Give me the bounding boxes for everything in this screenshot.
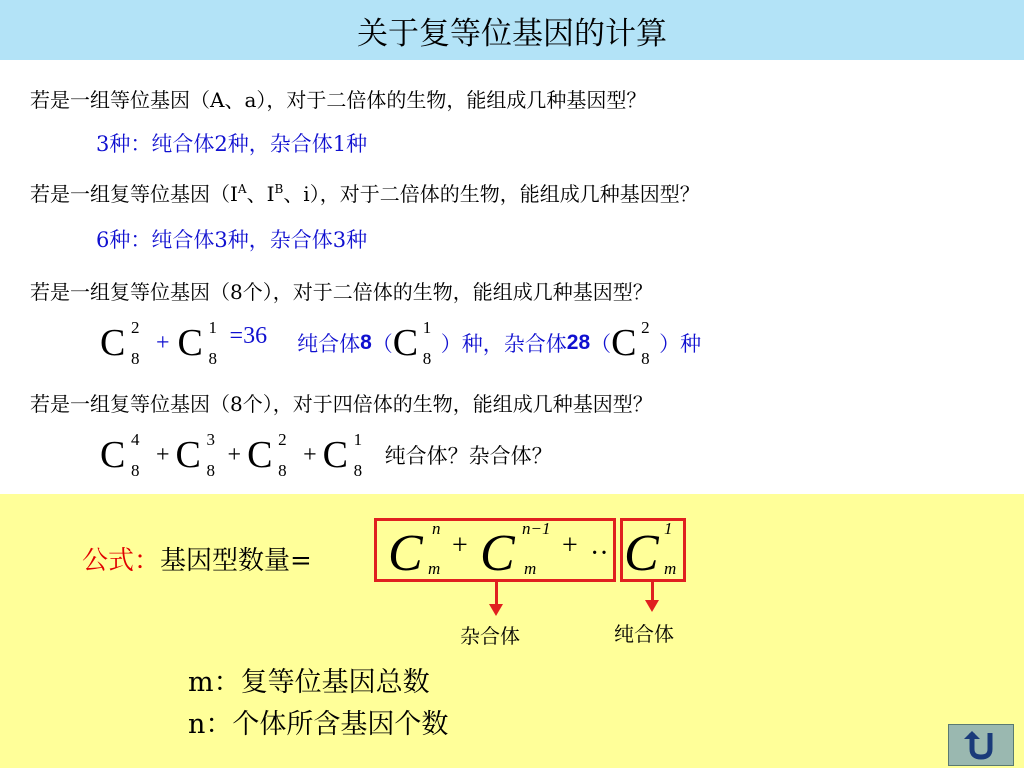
comb-8-4: C 4 8 — [100, 430, 140, 480]
q2-sup-b: B — [274, 182, 284, 196]
comb-8-2-hetero: C 2 8 — [611, 318, 650, 368]
comb-8-1: C 1 8 — [177, 318, 218, 368]
formula-c2: C — [480, 525, 515, 582]
answer-4: C 4 8 + C 3 8 + C 2 8 + C 1 8 纯合体？杂合体？ — [100, 430, 553, 480]
hetero-arrow-line — [495, 582, 498, 606]
q2-sup-a: A — [237, 182, 247, 196]
formula-c3: C — [624, 525, 659, 582]
homo-arrow-line — [651, 582, 654, 602]
slide-title-bar — [0, 0, 1024, 60]
question-1: 若是一组等位基因（A、a），对于二倍体的生物，能组成几种基因型？ — [30, 88, 647, 112]
equals-36: =36 — [229, 322, 268, 349]
hetero-label: 杂合体 — [460, 624, 520, 648]
q2-post: 、i），对于二倍体的生物，能组成几种基因型？ — [283, 182, 700, 206]
formula-label: 公式：基因型数量= — [82, 546, 312, 576]
def-n: n：个体所含基因个数 — [188, 709, 449, 740]
comb-8-2: C 2 8 — [100, 318, 140, 368]
homo-label: 纯合体 — [614, 622, 674, 646]
formula-c1: C — [388, 525, 423, 582]
slide-title: 关于复等位基因的计算 — [357, 15, 667, 52]
hetero-count: 28 — [566, 331, 591, 354]
homo-count: 8 — [360, 331, 372, 354]
comb-8-2-q4: C 2 8 — [247, 430, 287, 480]
question-4: 若是一组复等位基因（8个），对于四倍体的生物，能组成几种基因型？ — [30, 392, 653, 416]
answer-1: 3种：纯合体2种，杂合体1种 — [96, 132, 368, 156]
q2-mid: 、I — [246, 182, 275, 206]
hetero-arrow-head — [489, 604, 503, 616]
comb-8-3: C 3 8 — [175, 430, 216, 480]
answer-3: C 2 8 + C 1 8 =36 纯合体 8 （ C 1 8 ）种，杂合体 28 （ C 2 8 ）种 — [100, 318, 702, 368]
q2-pre: 若是一组复等位基因（I — [30, 182, 238, 206]
homo-arrow-head — [645, 600, 659, 612]
back-button[interactable] — [948, 724, 1014, 766]
answer-2: 6种：纯合体3种，杂合体3种 — [96, 228, 368, 252]
comb-8-1-q4: C 1 8 — [322, 430, 363, 480]
question-3: 若是一组复等位基因（8个），对于二倍体的生物，能组成几种基因型？ — [30, 280, 653, 304]
answer-4-note: 纯合体？杂合体？ — [384, 444, 553, 468]
comb-8-1-homo: C 1 8 — [392, 318, 432, 368]
u-turn-back-icon — [964, 729, 998, 761]
def-m: m：复等位基因总数 — [188, 667, 430, 698]
question-2 — [30, 178, 700, 207]
